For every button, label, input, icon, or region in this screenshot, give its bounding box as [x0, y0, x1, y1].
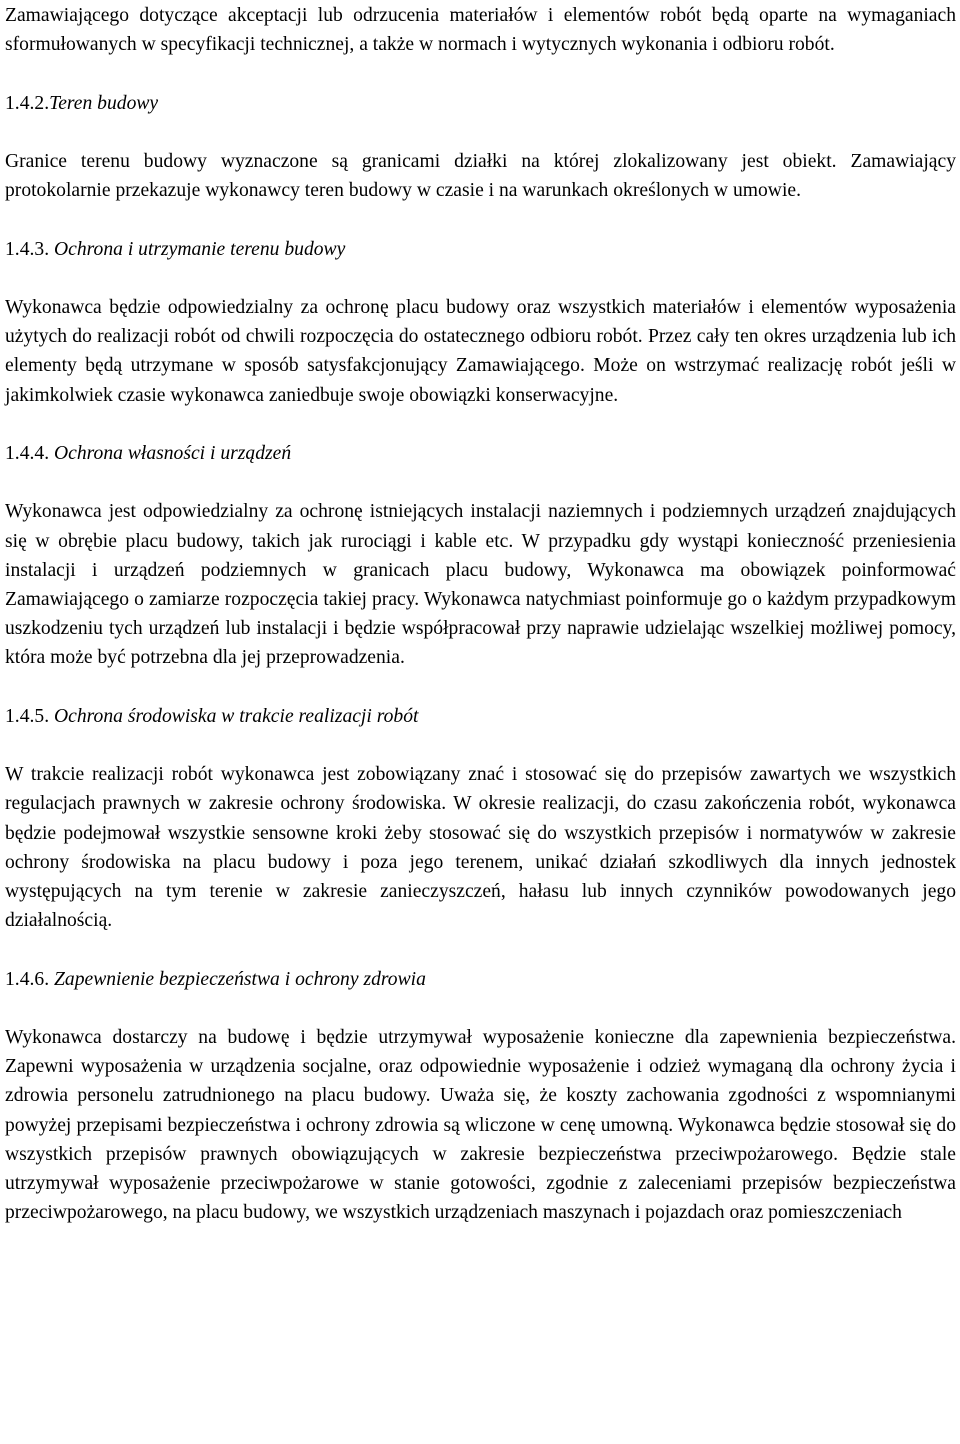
section-heading-1-4-2: [5, 89, 956, 118]
spacer: [5, 59, 956, 88]
section-paragraph-1-4-6: Wykonawca dostarczy na budowę i będzie utrzymywał wyposażenie konieczne dla zapewnienia bezpieczeństwa. Zapewni wyposażenia w urządzenia socjalne, oraz odpowiednie wyposażenie i odzież wymaganą dla ochrony życia i zdrowia personelu zatrudnionego na placu budowy. Uważa się, że koszty zachowania zgodności z wspomnianymi powyżej przepisami bezpieczeństwa i ochrony zdrowia są wliczone w cenę umowną. Wykonawca będzie stosował się do wszystkich przepisów prawnych obowiązujących w zakresie bezpieczeństwa przeciwpożarowego. Będzie stale utrzymywał wyposażenie przeciwpożarowe w stanie gotowości, zgodnie z zaleceniami przepisów bezpieczeństwa przeciwpożarowego, na placu budowy, we wszystkich urządzeniach maszynach i pojazdach oraz pomieszczeniach: [5, 1026, 956, 1224]
section-heading-1-4-3: [5, 235, 956, 264]
section-title: Ochrona i utrzymanie terenu budowy: [54, 238, 346, 260]
spacer: [5, 410, 956, 439]
spacer: [5, 264, 956, 293]
spacer: [5, 731, 956, 760]
section-title: Teren budowy: [49, 92, 159, 114]
section-title: Ochrona własności i urządzeń: [54, 442, 292, 464]
section-heading-1-4-4: [5, 439, 956, 468]
spacer: [5, 673, 956, 702]
document-page: [5, 1, 956, 1227]
section-title: Ochrona środowiska w trakcie realizacji robót: [54, 705, 419, 727]
section-paragraph-1-4-3: Wykonawca będzie odpowiedzialny za ochronę placu budowy oraz wszystkich materiałów i elementów wyposażenia użytych do realizacji robót od chwili rozpoczęcia do ostatecznego odbioru robót. Przez cały ten okres urządzenia lub ich elementy będą utrzymane w sposób satysfakcjonujący Zamawiającego. Może on wstrzymać realizację robót jeśli w jakimkolwiek czasie wykonawca zaniedbuje swoje obowiązki konserwacyjne.: [5, 296, 956, 406]
spacer: [5, 118, 956, 147]
spacer: [5, 935, 956, 964]
section-paragraph-1-4-4: Wykonawca jest odpowiedzialny za ochronę istniejących instalacji naziemnych i podziemnych urządzeń znajdujących się w obrębie placu budowy, takich jak rurociągi i kable etc. W przypadku gdy wystąpi konieczność przeniesienia instalacji i urządzeń podziemnych w granicach placu budowy, Wykonawca ma obowiązek poinformować Zamawiającego o zamiarze rozpoczęcia takiej pracy. Wykonawca natychmiast poinformuje go o każdym przypadkowym uszkodzeniu tych urządzeń lub instalacji i będzie współpracował przy naprawie udzielając wszelkiej możliwej pomocy, która może być potrzebna dla jej przeprowadzenia.: [5, 501, 956, 669]
section-number: 1.4.6.: [5, 968, 50, 990]
intro-paragraph: Zamawiającego dotyczące akceptacji lub odrzucenia materiałów i elementów robót będą oparte na wymaganiach sformułowanych w specyfikacji technicznej, a także w normach i wytycznych wykonania i odbioru robót.: [5, 5, 956, 56]
section-number: 1.4.5.: [5, 705, 50, 727]
section-title: Zapewnienie bezpieczeństwa i ochrony zdrowia: [54, 968, 426, 990]
section-paragraph-1-4-5: W trakcie realizacji robót wykonawca jest zobowiązany znać i stosować się do przepisów zawartych we wszystkich regulacjach prawnych w zakresie ochrony środowiska. W okresie realizacji, do czasu zakończenia robót, wykonawca będzie podejmował wszystkie sensowne kroki żeby stosować się do wszystkich przepisów i normatywów w zakresie ochrony środowiska na placu budowy i poza jego terenem, unikać działań szkodliwych dla innych jednostek występujących na tym terenie w zakresie zanieczyszczeń, hałasu lub innych czynników powodowanych jego działalnością.: [5, 764, 956, 932]
spacer: [5, 205, 956, 234]
section-number: 1.4.2.: [5, 92, 50, 114]
section-paragraph-1-4-2: Granice terenu budowy wyznaczone są granicami działki na której zlokalizowany jest obiekt. Zamawiający protokolarnie przekazuje wykonawcy teren budowy w czasie i na warunkach określonych w umowie.: [5, 150, 956, 202]
section-heading-1-4-6: [5, 965, 956, 994]
spacer: [5, 994, 956, 1023]
section-number: 1.4.3.: [5, 238, 50, 260]
section-number: 1.4.4.: [5, 442, 50, 464]
section-heading-1-4-5: [5, 702, 956, 731]
spacer: [5, 468, 956, 497]
